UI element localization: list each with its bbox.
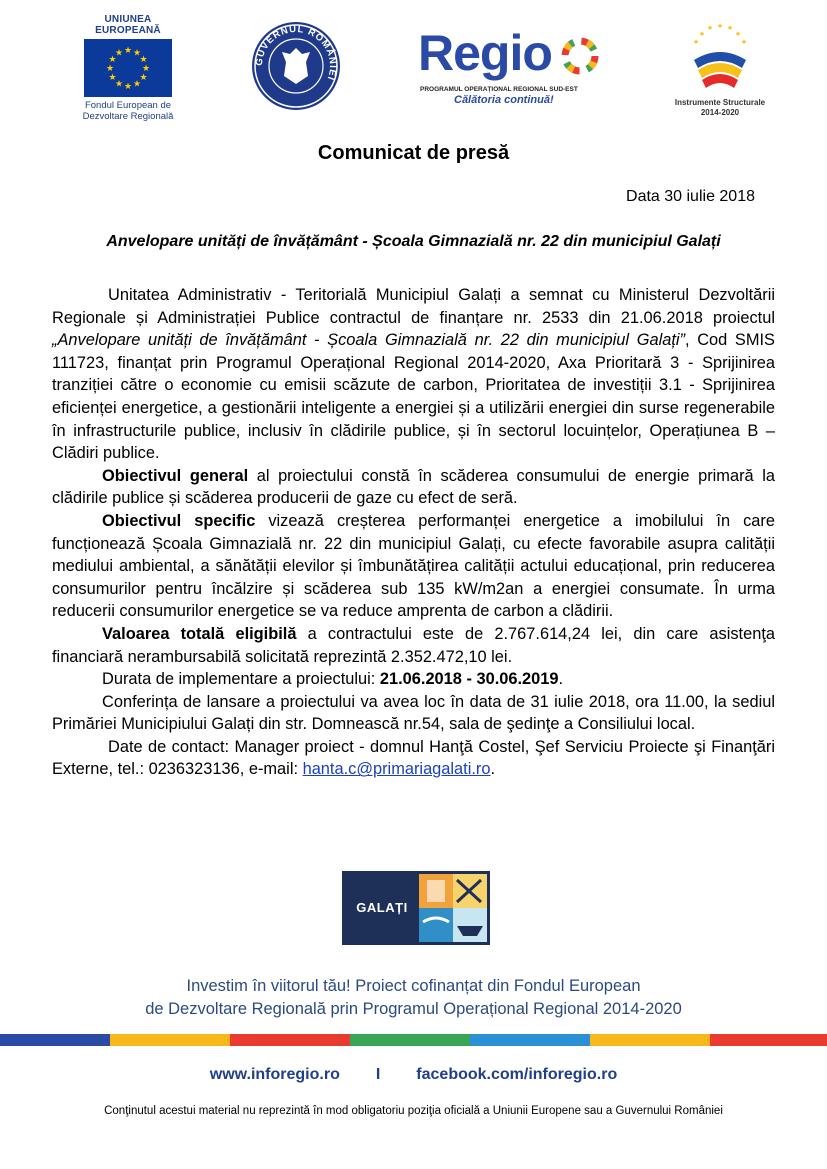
svg-text:★: ★ [139, 55, 148, 65]
is-caption-1: Instrumente Structurale [674, 98, 766, 107]
gov-seal-icon [250, 20, 342, 112]
footer-links [0, 1066, 827, 1084]
svg-text:★: ★ [706, 24, 714, 32]
svg-text:★: ★ [123, 46, 133, 56]
email-link[interactable]: hanta.c@primariagalati.ro [302, 760, 491, 779]
galati-logo-icon [342, 871, 490, 945]
link-separator: I [375, 1066, 381, 1083]
svg-text:★: ★ [105, 64, 115, 74]
regio-program: PROGRAMUL OPERAȚIONAL REGIONAL SUD-EST [420, 86, 578, 93]
paragraph-2: Obiectivul general al proiectului constă în scăderea consumului de energie primară la clădirile publice și scăderea producerii de gaze cu efect de seră. [52, 466, 775, 508]
paragraph-7: Date de contact: Manager proiect - domnul Hanţă Costel, Şef Serviciu Proiecte şi Finanţări Externe, tel.: 0236323136, e-mail: hanta.c@primariagalati.ro. [52, 737, 775, 779]
svg-text:★: ★ [132, 48, 142, 59]
disclaimer: Conţinutul acestui material nu reprezintă în mod obligatoriu poziţia oficială a Uniunii Europene sau a Guvernului României [104, 1105, 723, 1117]
svg-text:★: ★ [139, 73, 148, 83]
inforegio-link[interactable]: www.inforegio.ro [209, 1066, 340, 1083]
svg-text:★: ★ [123, 82, 133, 92]
svg-text:★: ★ [698, 30, 706, 38]
is-caption-2: 2014-2020 [700, 108, 740, 117]
eu-flag-icon [84, 39, 172, 97]
document-body [52, 284, 775, 781]
svg-text:★: ★ [716, 22, 724, 30]
regio-logo-icon [418, 25, 603, 110]
svg-text:★: ★ [108, 55, 117, 65]
eu-logo [80, 14, 176, 122]
facebook-link[interactable]: facebook.com/inforegio.ro [416, 1066, 618, 1083]
paragraph-1: Unitatea Administrativ - Teritorială Municipiul Galați a semnat cu Ministerul Dezvoltării Regionale și Administrației Publice contractul de finanțare nr. 2533 din 21.06.2018 proiectul „Anvelopare unități de învățământ - Școala Gimnazială nr. 22 din municipiul Galați”, Cod SMIS 111723, finanțat prin Programul Operațional Regional 2014-2020, Axa Prioritară 3 - Sprijinirea tranziției către o economie cu emisii scăzute de carbon, Prioritatea de investiții 3.1 - Sprijinirea eficienței energetice, a gestionării inteligente a energiei și a utilizării energiei din surse regenerabile în infrastructurile publice, inclusiv în clădirile publice, și în sectorul locuințelor, Operațiunea B – Clădiri publice. [52, 286, 775, 463]
paragraph-6: Conferința de lansare a proiectului va avea loc în data de 31 iulie 2018, ora 11.00, la sediul Primăriei Municipiului Galați din str. Domnească nr.54, sala de şedinţe a Consiliului local. [52, 692, 775, 734]
gov-seal-text: GUVERNUL ROMÂNIEI [253, 23, 339, 83]
svg-text:★: ★ [141, 64, 151, 74]
instrumente-structurale-icon [672, 22, 768, 120]
svg-text:★: ★ [108, 73, 117, 83]
document-date: Data 30 iulie 2018 [626, 188, 755, 205]
svg-text:★: ★ [114, 48, 124, 59]
paragraph-5: Durata de implementare a proiectului: 21.06.2018 - 30.06.2019. [102, 670, 564, 689]
eu-caption-1: Fondul European de [84, 100, 172, 111]
eu-label: UNIUNEA EUROPEANĂ [95, 14, 161, 36]
paragraph-3: Obiectivul specific vizează creșterea performanței energetice a imobilului în care funcționează Școala Gimnazială nr. 22 din municipiul Galați, cu efecte favorabile asupra calității mediului ambiental, a sănătății elevilor și îmbunătățirea calității actului educațional, prin reducerea consumurilor pentru încălzire și scăderea sub 135 kW/m2an a energiei consumate. În urma reducerii consumurilor energetice se va reduce amprenta de carbon a clădirii. [52, 511, 775, 621]
svg-text:★: ★ [726, 24, 734, 32]
regio-slogan: Călătoria continuă! [454, 94, 554, 106]
svg-text:★: ★ [132, 79, 142, 90]
paragraph-4: Valoarea totală eligibilă a contractului este de 2.767.614,24 lei, din care asistenţa financiară nerambursabilă solicitată reprezintă 2.352.472,10 lei. [52, 624, 775, 666]
svg-text:★: ★ [734, 30, 742, 38]
footer-message: Investim în viitorul tău! Proiect cofinanțat din Fondul European de Dezvoltare Regională prin Programul Operațional Regional 2014-2020 [145, 977, 682, 1018]
svg-text:★: ★ [692, 38, 700, 46]
svg-text:★: ★ [740, 38, 748, 46]
color-bar [0, 1034, 827, 1046]
svg-text:★: ★ [114, 79, 124, 90]
regio-word: Regio [418, 25, 552, 81]
eu-caption-2: Dezvoltare Regională [82, 111, 174, 122]
galati-logo-text: GALAȚI [345, 874, 419, 942]
page-title: Comunicat de presă [317, 142, 510, 164]
document-subtitle: Anvelopare unități de învățământ - Școala Gimnazială nr. 22 din municipiul Galați [106, 233, 721, 250]
